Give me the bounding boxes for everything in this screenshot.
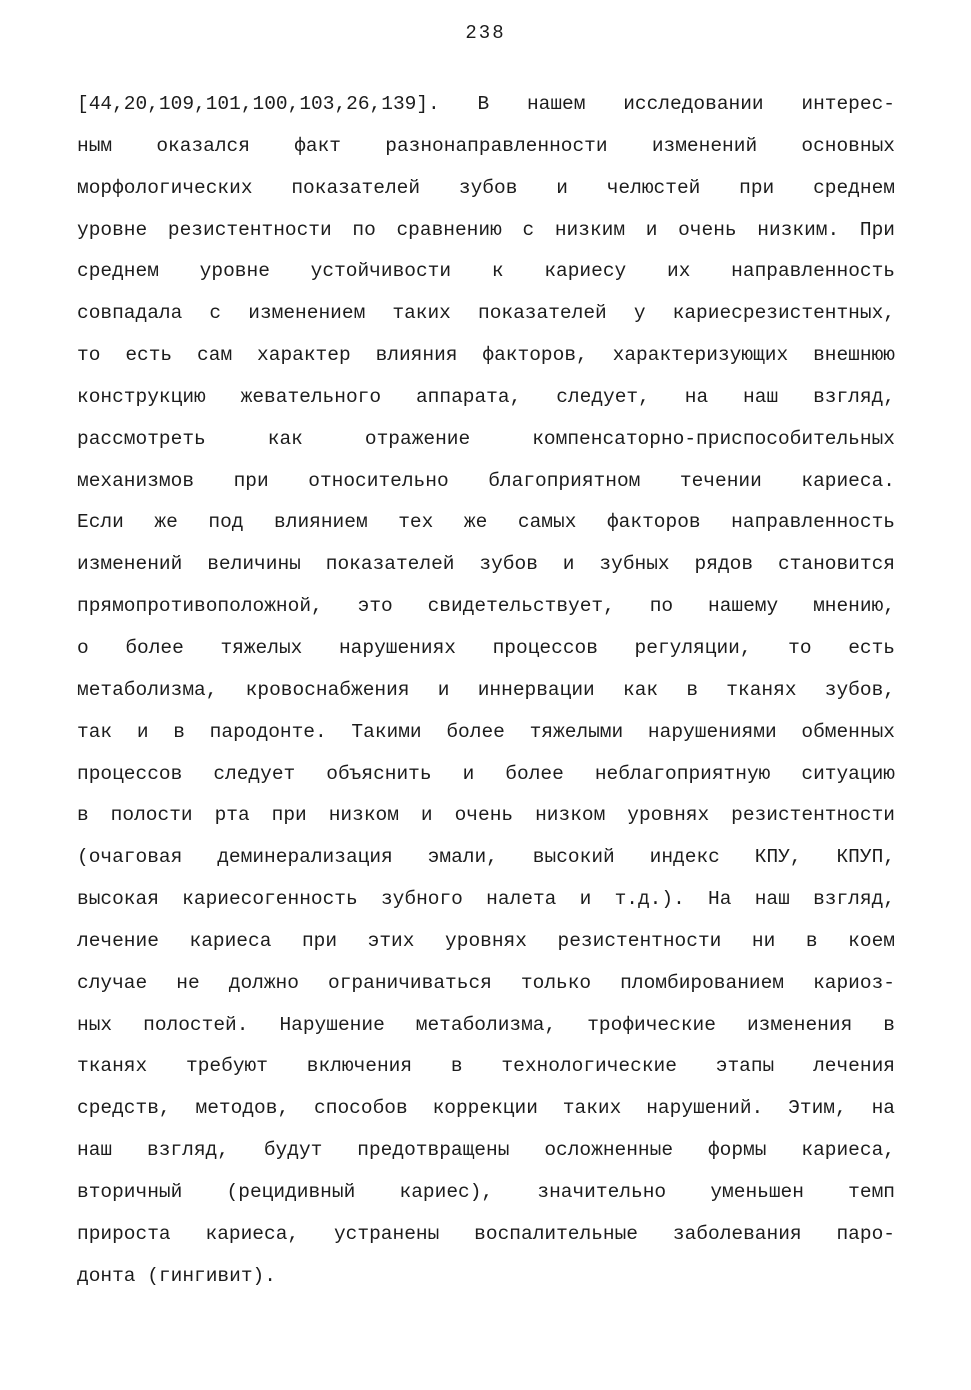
text-line: [44,20,109,101,100,103,26,139]. В нашем исследовании интерес- (77, 93, 895, 115)
text-line: процессов следует объяснить и более неблагоприятную ситуацию (77, 762, 895, 785)
text-line: метаболизма, кровоснабжения и иннервации как в тканях зубов, (77, 678, 895, 701)
text-line: в полости рта при низком и очень низком уровнях резистентности (77, 804, 895, 827)
text-line: совпадала с изменением таких показателей у кариесрезистентных, (77, 302, 895, 325)
text-line: о более тяжелых нарушениях процессов регуляции, то есть (77, 636, 895, 659)
text-line: (очаговая деминерализация эмали, высокий индекс КПУ, КПУП, (77, 846, 895, 869)
text-line: ным оказался факт разнонаправленности изменений основных (77, 134, 895, 157)
text-line: так и в пародонте. Такими более тяжелыми нарушениями обменных (77, 720, 895, 743)
text-line: среднем уровне устойчивости к кариесу их направленность (77, 260, 895, 283)
text-line: тканях требуют включения в технологические этапы лечения (77, 1055, 895, 1078)
text-line-last: донта (гингивит). (77, 1264, 276, 1287)
text-line: то есть сам характер влияния факторов, характеризующих внешнюю (77, 344, 895, 367)
text-line: прямопротивоположной, это свидетельствует, по нашему мнению, (77, 595, 895, 618)
text-line: рассмотреть как отражение компенсаторно-приспособительных (77, 427, 895, 450)
text-line: вторичный (рецидивный кариес), значительно уменьшен темп (77, 1180, 895, 1203)
text-line: механизмов при относительно благоприятном течении кариеса. (77, 469, 895, 492)
text-line: изменений величины показателей зубов и зубных рядов становится (77, 553, 895, 576)
text-line: морфологических показателей зубов и челюстей при среднем (77, 176, 895, 199)
page-number: 238 (465, 22, 506, 44)
text-line: прироста кариеса, устранены воспалительные заболевания паро- (77, 1222, 895, 1245)
text-line: конструкцию жевательного аппарата, следует, на наш взгляд, (77, 385, 895, 408)
text-line: Если же под влиянием тех же самых факторов направленность (77, 511, 895, 534)
text-line: уровне резистентности по сравнению с низким и очень низким. При (77, 218, 895, 241)
text-line: случае не должно ограничиваться только пломбированием кариоз- (77, 971, 895, 994)
text-line: ных полостей. Нарушение метаболизма, трофические изменения в (77, 1013, 895, 1036)
text-line: высокая кариесогенность зубного налета и т.д.). На наш взгляд, (77, 888, 895, 911)
body-text (77, 89, 895, 1302)
text-line: наш взгляд, будут предотвращены осложненные формы кариеса, (77, 1139, 895, 1162)
text-line: средств, методов, способов коррекции таких нарушений. Этим, на (77, 1097, 895, 1120)
text-line: лечение кариеса при этих уровнях резистентности ни в коем (77, 929, 895, 952)
